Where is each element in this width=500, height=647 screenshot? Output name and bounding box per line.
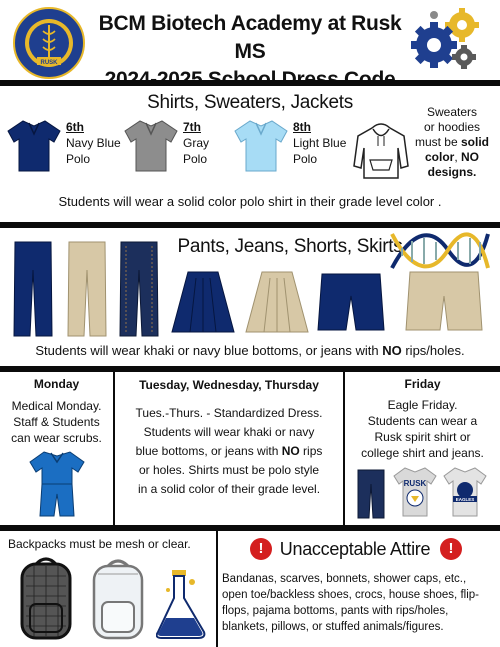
monday-line-1: Medical Monday. bbox=[11, 399, 102, 413]
midweek-line-1: Tues.-Thurs. - Standardized Dress. bbox=[135, 406, 323, 420]
sweater-line-1: Sweaters bbox=[426, 105, 478, 119]
sweater-line-3 bbox=[408, 135, 496, 150]
scrubs-icon bbox=[28, 450, 86, 518]
unacceptable-list bbox=[222, 571, 500, 635]
unacceptable-line-2: open toe/backless shoes, crocs, house shoes, flip- bbox=[222, 589, 479, 601]
midweek-line-3-tail: rips bbox=[299, 444, 323, 458]
grade-8-number: 8th bbox=[293, 120, 311, 134]
gray-polo-icon bbox=[122, 118, 180, 174]
title-line-1: BCM Biotech Academy at Rusk MS bbox=[98, 12, 402, 63]
seal-label: RUSK bbox=[40, 60, 58, 66]
friday-jeans-icon bbox=[356, 468, 386, 520]
friday-line-3: Rusk spirit shirt or bbox=[374, 430, 471, 444]
sweater-rule bbox=[408, 105, 496, 180]
pants-rule bbox=[0, 343, 500, 358]
mesh-backpack-icon bbox=[16, 556, 76, 642]
midweek-panel bbox=[115, 404, 343, 499]
shirt-rule: Students will wear a solid color polo shirt in their grade level color . bbox=[58, 194, 442, 209]
divider bbox=[0, 366, 500, 372]
midweek-line-3-text: blue bottoms, or jeans with bbox=[135, 444, 282, 458]
sweater-color-emphasis: color bbox=[424, 150, 455, 164]
divider bbox=[0, 525, 500, 531]
midweek-heading: Tuesday, Wednesday, Thursday bbox=[139, 378, 319, 392]
grade-8-type: Polo bbox=[293, 152, 318, 166]
grade-6-color: Navy Blue bbox=[66, 136, 121, 150]
hoodie-icon bbox=[352, 122, 410, 182]
unacceptable-line-1: Bandanas, scarves, bonnets, shower caps, etc., bbox=[222, 573, 467, 585]
friday-panel bbox=[345, 376, 500, 461]
light-blue-polo-icon bbox=[232, 118, 290, 174]
khaki-skirt-icon bbox=[244, 270, 310, 336]
sweater-line-3-text: must be bbox=[414, 135, 461, 149]
navy-pants-icon bbox=[12, 240, 54, 338]
grade-7-number: 7th bbox=[183, 120, 201, 134]
sweater-solid-emphasis: solid bbox=[461, 135, 490, 149]
unacceptable-line-3: flops, pajama bottoms, pants with rips/holes, bbox=[222, 605, 449, 617]
column-divider bbox=[216, 531, 218, 647]
grade-6-type: Polo bbox=[66, 152, 91, 166]
grade-7-color: Gray bbox=[183, 136, 210, 150]
sweater-line-4 bbox=[408, 150, 496, 165]
pants-rule-text: Students will wear khaki or navy blue bottoms, or jeans with bbox=[35, 343, 383, 358]
grade-7-label bbox=[183, 119, 209, 167]
monday-line-2: Staff & Students bbox=[13, 415, 100, 429]
sweater-line-2: or hoodies bbox=[423, 120, 481, 134]
sweater-no-emphasis: NO bbox=[461, 150, 479, 164]
monday-heading: Monday bbox=[33, 377, 80, 391]
midweek-no-emphasis: NO bbox=[281, 444, 300, 458]
grade-8-label bbox=[293, 119, 346, 167]
divider bbox=[0, 80, 500, 86]
khaki-pants-icon bbox=[66, 240, 108, 338]
grade-8-color: Light Blue bbox=[293, 136, 347, 150]
unacceptable-line-4: blankets, pillows, or stuffed animals/figures. bbox=[222, 621, 444, 633]
jeans-icon bbox=[118, 240, 160, 338]
section-heading-shirts: Shirts, Sweaters, Jackets bbox=[147, 92, 353, 113]
midweek-line-2: Students will wear khaki or navy bbox=[143, 425, 315, 439]
navy-polo-icon bbox=[5, 118, 63, 174]
grade-6-number: 6th bbox=[66, 120, 84, 134]
school-seal-icon bbox=[13, 7, 85, 79]
section-heading-pants: Pants, Jeans, Shorts, Skirts bbox=[177, 236, 403, 257]
grade-6-label bbox=[66, 119, 121, 167]
eagles-shirt-icon bbox=[442, 466, 488, 518]
navy-skirt-icon bbox=[170, 270, 236, 336]
backpack-rule: Backpacks must be mesh or clear. bbox=[8, 537, 191, 551]
friday-line-4: college shirt and jeans. bbox=[361, 446, 484, 460]
friday-line-1: Eagle Friday. bbox=[387, 398, 458, 412]
grade-7-type: Polo bbox=[183, 152, 208, 166]
midweek-line-5: in a solid color of their grade level. bbox=[137, 482, 321, 496]
gears-icon bbox=[404, 5, 482, 75]
sweater-designs-emphasis: designs. bbox=[427, 165, 477, 179]
section-heading-unacceptable: Unacceptable Attire bbox=[279, 539, 431, 559]
friday-line-2: Students can wear a bbox=[367, 414, 478, 428]
flask-icon bbox=[156, 568, 208, 640]
monday-line-3: can wear scrubs. bbox=[11, 431, 102, 445]
eagles-shirt-text: EAGLES bbox=[455, 497, 475, 502]
monday-panel bbox=[0, 376, 113, 446]
pants-no-emphasis: NO bbox=[382, 343, 402, 358]
rusk-spirit-shirt-icon bbox=[392, 466, 438, 518]
friday-heading: Friday bbox=[404, 377, 441, 391]
alert-icon: ! bbox=[250, 538, 272, 560]
midweek-line-3 bbox=[115, 442, 343, 461]
dna-icon bbox=[388, 228, 492, 274]
rusk-shirt-text: RUSK bbox=[403, 479, 427, 488]
midweek-line-4: or holes. Shirts must be polo style bbox=[138, 463, 320, 477]
sweater-line-4-sep: , bbox=[454, 150, 461, 164]
pants-rule-tail: rips/holes. bbox=[401, 343, 465, 358]
alert-icon: ! bbox=[440, 538, 462, 560]
clear-backpack-icon bbox=[88, 558, 148, 642]
sweater-line-5 bbox=[408, 165, 496, 180]
khaki-shorts-icon bbox=[404, 270, 484, 334]
navy-shorts-icon bbox=[316, 272, 386, 334]
